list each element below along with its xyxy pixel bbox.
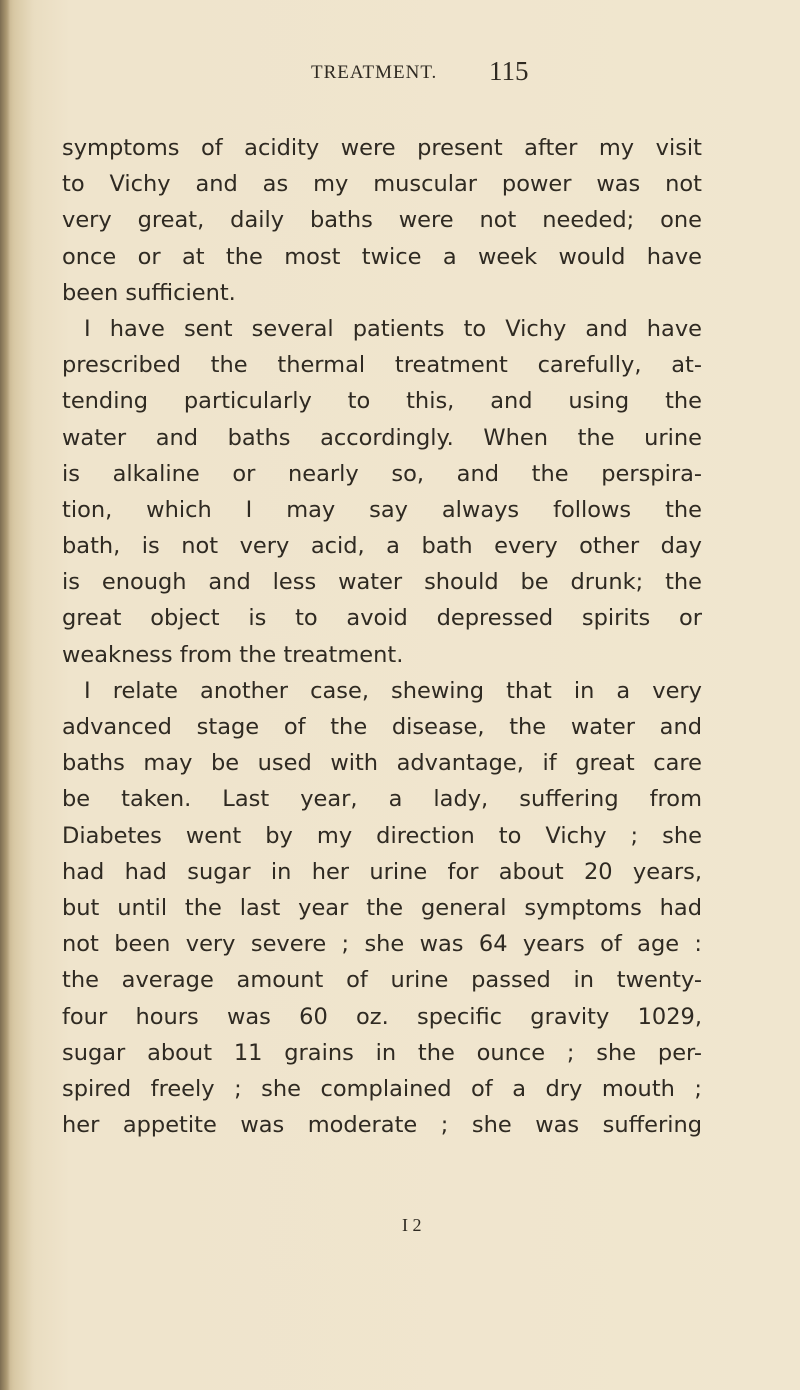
text-line: is alkaline or nearly so, and the perspira-: [62, 460, 702, 487]
text-line: prescribed the thermal treatment carefully, at-: [62, 352, 702, 379]
signature-mark: I 2: [402, 1215, 422, 1235]
text-line: spired freely ; she complained of a dry mouth ;: [62, 1075, 702, 1102]
page-number: 115: [489, 56, 529, 86]
text-line: had had sugar in her urine for about 20 years,: [62, 858, 702, 885]
text-line: been sufficient.: [62, 279, 236, 306]
text-line: four hours was 60 oz. specific gravity 1029,: [62, 1003, 702, 1030]
text-line: but until the last year the general symptoms had: [62, 894, 702, 921]
text-line: great object is to avoid depressed spirits or: [62, 605, 702, 632]
text-line: once or at the most twice a week would have: [62, 243, 702, 270]
text-line: I relate another case, shewing that in a very: [84, 677, 702, 704]
text-line: Diabetes went by my direction to Vichy ; she: [62, 822, 702, 849]
page-gutter-shadow: [0, 0, 10, 1390]
text-line: bath, is not very acid, a bath every other day: [62, 533, 702, 560]
body-text: [62, 130, 702, 1143]
text-line: I have sent several patients to Vichy and have: [84, 315, 702, 342]
text-line: very great, daily baths were not needed; one: [62, 207, 702, 234]
text-line: is enough and less water should be drunk; the: [62, 569, 702, 596]
running-head: TREATMENT.: [311, 62, 438, 83]
text-line: baths may be used with advantage, if great care: [62, 750, 702, 777]
text-line: not been very severe ; she was 64 years of age :: [62, 931, 702, 958]
page-header: [311, 56, 696, 100]
text-line: to Vichy and as my muscular power was not: [62, 171, 702, 198]
text-line: tion, which I may say always follows the: [62, 496, 702, 523]
text-line: advanced stage of the disease, the water and: [62, 714, 702, 740]
text-line: sugar about 11 grains in the ounce ; she per-: [62, 1039, 702, 1066]
text-line: tending particularly to this, and using the: [62, 388, 702, 415]
text-line: her appetite was moderate ; she was suffering: [62, 1112, 702, 1139]
text-line: be taken. Last year, a lady, suffering from: [62, 786, 702, 813]
text-line: water and baths accordingly. When the urine: [62, 424, 702, 451]
text-line: symptoms of acidity were present after my visit: [62, 135, 702, 161]
text-line: weakness from the treatment.: [62, 641, 404, 668]
text-line: the average amount of urine passed in twenty-: [62, 967, 702, 994]
